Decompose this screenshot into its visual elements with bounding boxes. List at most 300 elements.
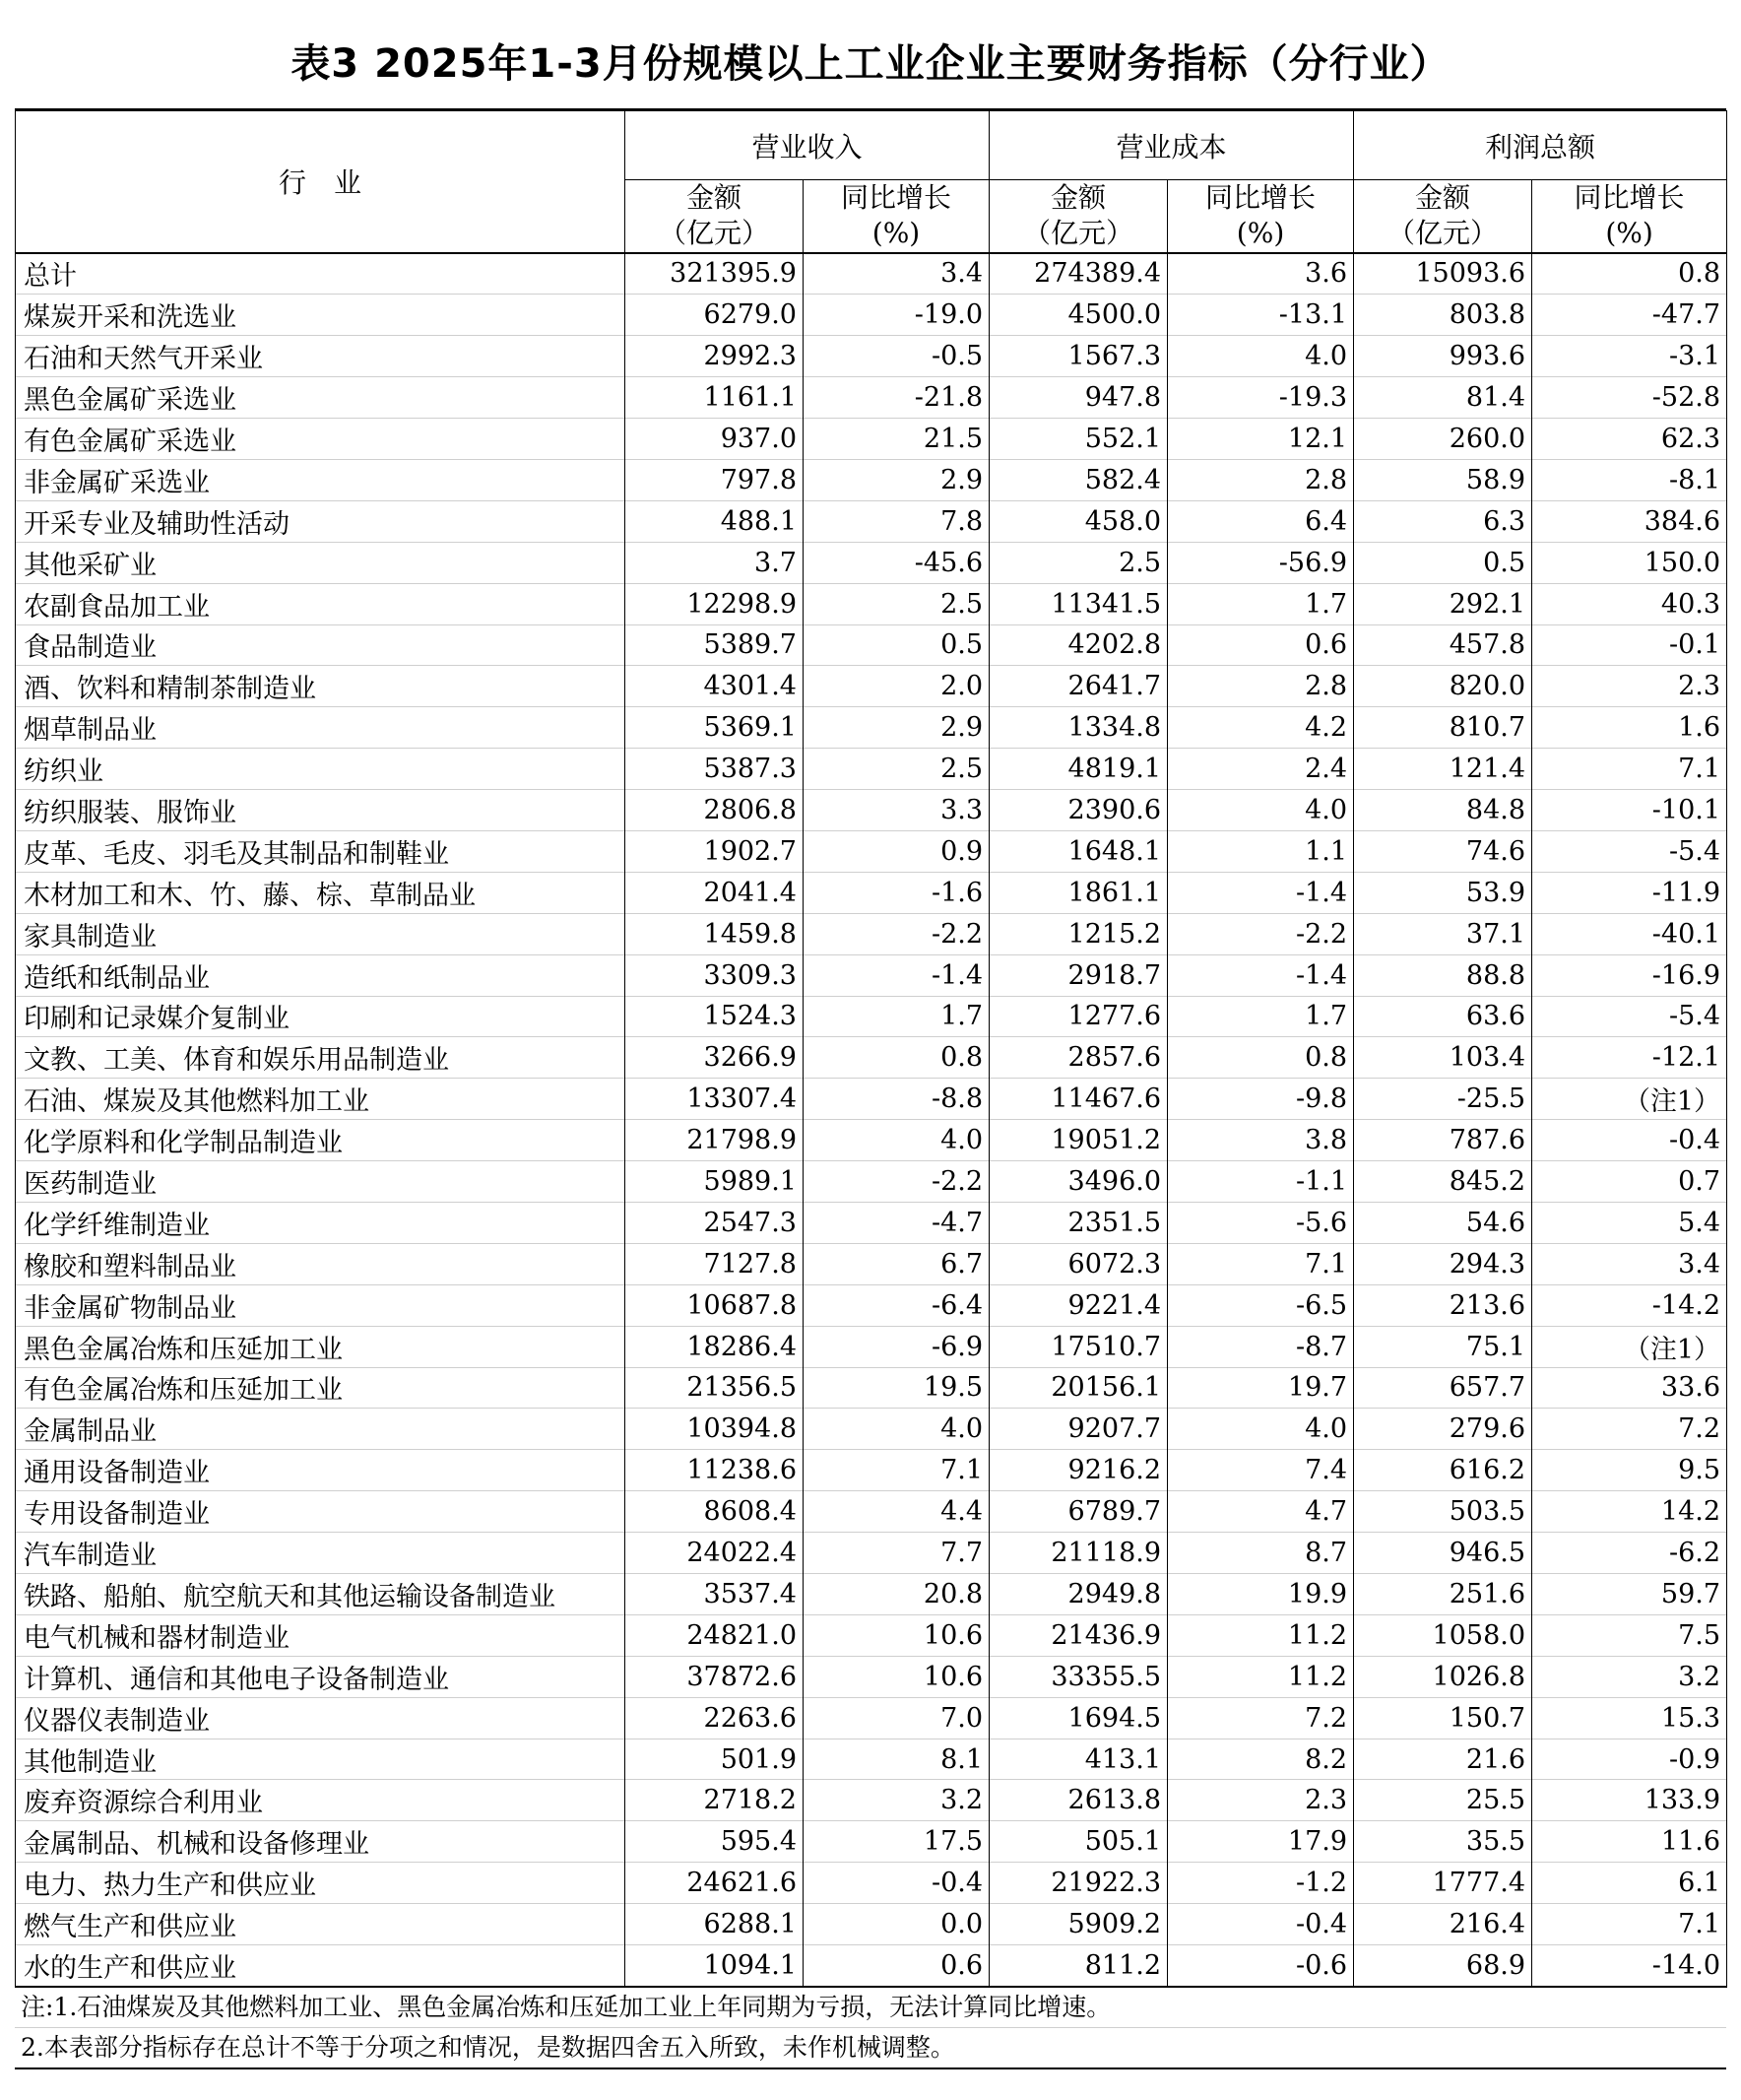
amount-cell: 15093.6 <box>1354 253 1532 295</box>
growth-cell: 8.7 <box>1168 1533 1354 1574</box>
growth-cell: 7.1 <box>1532 749 1727 790</box>
growth-cell: -9.8 <box>1168 1079 1354 1120</box>
industry-name: 造纸和纸制品业 <box>16 954 625 996</box>
table-row <box>16 1284 1727 1326</box>
growth-cell: 40.3 <box>1532 583 1727 624</box>
growth-cell: 0.8 <box>1532 253 1727 295</box>
table-row <box>16 1161 1727 1203</box>
amount-cell: 292.1 <box>1354 583 1532 624</box>
amount-cell: 2390.6 <box>990 790 1168 831</box>
amount-cell: 7127.8 <box>625 1243 804 1284</box>
amount-cell: 2718.2 <box>625 1780 804 1821</box>
amount-cell: 121.4 <box>1354 749 1532 790</box>
amount-cell: 1861.1 <box>990 872 1168 913</box>
amount-cell: 33355.5 <box>990 1656 1168 1697</box>
table-row <box>16 1079 1727 1120</box>
amount-cell: 58.9 <box>1354 459 1532 500</box>
table-row <box>16 1409 1727 1450</box>
amount-cell: 1094.1 <box>625 1945 804 1987</box>
table-row <box>16 872 1727 913</box>
growth-cell: 7.5 <box>1532 1614 1727 1656</box>
amount-cell: 413.1 <box>990 1739 1168 1780</box>
amount-cell: 24621.6 <box>625 1863 804 1904</box>
table-row <box>16 666 1727 707</box>
growth-cell: -0.9 <box>1532 1739 1727 1780</box>
industry-name: 橡胶和塑料制品业 <box>16 1243 625 1284</box>
amount-cell: 1161.1 <box>625 377 804 419</box>
growth-cell: 8.2 <box>1168 1739 1354 1780</box>
growth-cell: 3.8 <box>1168 1120 1354 1161</box>
growth-cell: 2.5 <box>804 583 990 624</box>
growth-header: 同比增长 (%) <box>1532 180 1727 253</box>
amount-cell: 9221.4 <box>990 1284 1168 1326</box>
amount-cell: 845.2 <box>1354 1161 1532 1203</box>
amount-cell: 20156.1 <box>990 1367 1168 1409</box>
growth-cell: 1.7 <box>1168 996 1354 1037</box>
amount-cell: 501.9 <box>625 1739 804 1780</box>
amount-cell: 5989.1 <box>625 1161 804 1203</box>
table-title: 表3 2025年1-3月份规模以上工业企业主要财务指标（分行业） <box>15 15 1726 110</box>
amount-cell: 657.7 <box>1354 1367 1532 1409</box>
growth-cell: 59.7 <box>1532 1574 1727 1615</box>
amount-cell: 2806.8 <box>625 790 804 831</box>
industry-name: 总计 <box>16 253 625 295</box>
industry-name: 水的生产和供应业 <box>16 1945 625 1987</box>
growth-cell: -1.4 <box>1168 872 1354 913</box>
amount-cell: 6789.7 <box>990 1491 1168 1533</box>
table-row <box>16 377 1727 419</box>
growth-cell: -1.1 <box>1168 1161 1354 1203</box>
growth-cell: 133.9 <box>1532 1780 1727 1821</box>
table-row <box>16 1904 1727 1945</box>
growth-cell: -1.4 <box>804 954 990 996</box>
amount-cell: 25.5 <box>1354 1780 1532 1821</box>
amount-cell: 9216.2 <box>990 1450 1168 1491</box>
amount-cell: 150.7 <box>1354 1697 1532 1739</box>
table-row <box>16 1491 1727 1533</box>
amount-cell: 4202.8 <box>990 624 1168 666</box>
industry-name: 医药制造业 <box>16 1161 625 1203</box>
growth-cell: 3.4 <box>1532 1243 1727 1284</box>
growth-cell: 0.6 <box>1168 624 1354 666</box>
industry-name: 木材加工和木、竹、藤、棕、草制品业 <box>16 872 625 913</box>
table-row <box>16 749 1727 790</box>
amount-cell: 811.2 <box>990 1945 1168 1987</box>
amount-cell: 1334.8 <box>990 707 1168 749</box>
amount-cell: 11238.6 <box>625 1450 804 1491</box>
table-row <box>16 336 1727 377</box>
amount-cell: 1902.7 <box>625 830 804 872</box>
growth-cell: 1.7 <box>804 996 990 1037</box>
growth-cell: -1.6 <box>804 872 990 913</box>
growth-cell: 11.2 <box>1168 1656 1354 1697</box>
amount-cell: 1026.8 <box>1354 1656 1532 1697</box>
growth-header: 同比增长 (%) <box>1168 180 1354 253</box>
amount-cell: 17510.7 <box>990 1326 1168 1367</box>
growth-cell: 5.4 <box>1532 1202 1727 1243</box>
amount-cell: 24022.4 <box>625 1533 804 1574</box>
table-row <box>16 830 1727 872</box>
industry-name: 铁路、船舶、航空航天和其他运输设备制造业 <box>16 1574 625 1615</box>
table-row <box>16 253 1727 295</box>
industry-name: 烟草制品业 <box>16 707 625 749</box>
amount-cell: 103.4 <box>1354 1037 1532 1079</box>
amount-cell: 820.0 <box>1354 666 1532 707</box>
growth-cell: 4.0 <box>1168 1409 1354 1450</box>
growth-cell: （注1） <box>1532 1079 1727 1120</box>
industry-name: 纺织服装、服饰业 <box>16 790 625 831</box>
table-row <box>16 1120 1727 1161</box>
amount-cell: 6072.3 <box>990 1243 1168 1284</box>
amount-cell: 21798.9 <box>625 1120 804 1161</box>
amount-cell: 810.7 <box>1354 707 1532 749</box>
growth-cell: -0.1 <box>1532 624 1727 666</box>
industry-name: 非金属矿物制品业 <box>16 1284 625 1326</box>
amount-cell: 0.5 <box>1354 542 1532 583</box>
growth-cell: 3.2 <box>1532 1656 1727 1697</box>
growth-cell: -10.1 <box>1532 790 1727 831</box>
growth-cell: 150.0 <box>1532 542 1727 583</box>
industry-name: 专用设备制造业 <box>16 1491 625 1533</box>
amount-cell: 53.9 <box>1354 872 1532 913</box>
growth-cell: 12.1 <box>1168 419 1354 460</box>
growth-cell: -8.1 <box>1532 459 1727 500</box>
table-row <box>16 1533 1727 1574</box>
growth-cell: -6.5 <box>1168 1284 1354 1326</box>
amount-cell: 21922.3 <box>990 1863 1168 1904</box>
amount-cell: 5389.7 <box>625 624 804 666</box>
table-row <box>16 1450 1727 1491</box>
table-row <box>16 1037 1727 1079</box>
industry-name: 仪器仪表制造业 <box>16 1697 625 1739</box>
growth-cell: 8.1 <box>804 1739 990 1780</box>
table-row <box>16 1697 1727 1739</box>
industry-name: 食品制造业 <box>16 624 625 666</box>
growth-cell: 3.3 <box>804 790 990 831</box>
industry-name: 酒、饮料和精制茶制造业 <box>16 666 625 707</box>
amount-cell: 260.0 <box>1354 419 1532 460</box>
amount-cell: 84.8 <box>1354 790 1532 831</box>
table-row <box>16 996 1727 1037</box>
amount-cell: 37.1 <box>1354 913 1532 954</box>
growth-cell: -8.7 <box>1168 1326 1354 1367</box>
industry-name: 化学原料和化学制品制造业 <box>16 1120 625 1161</box>
growth-cell: -6.9 <box>804 1326 990 1367</box>
amount-cell: 9207.7 <box>990 1409 1168 1450</box>
growth-cell: -6.2 <box>1532 1533 1727 1574</box>
growth-cell: 2.5 <box>804 749 990 790</box>
growth-cell: -0.5 <box>804 336 990 377</box>
amount-cell: 946.5 <box>1354 1533 1532 1574</box>
amount-cell: 595.4 <box>625 1821 804 1863</box>
growth-cell: 2.3 <box>1168 1780 1354 1821</box>
amount-cell: 993.6 <box>1354 336 1532 377</box>
growth-cell: -3.1 <box>1532 336 1727 377</box>
growth-cell: 11.2 <box>1168 1614 1354 1656</box>
amount-cell: 251.6 <box>1354 1574 1532 1615</box>
table-row <box>16 500 1727 542</box>
amount-cell: 4500.0 <box>990 295 1168 336</box>
growth-cell: -0.6 <box>1168 1945 1354 1987</box>
growth-cell: 7.0 <box>804 1697 990 1739</box>
amount-cell: 21436.9 <box>990 1614 1168 1656</box>
growth-cell: -14.0 <box>1532 1945 1727 1987</box>
growth-cell: 7.1 <box>804 1450 990 1491</box>
table-row <box>16 624 1727 666</box>
amount-cell: 54.6 <box>1354 1202 1532 1243</box>
amount-cell: 1459.8 <box>625 913 804 954</box>
amount-cell: 2.5 <box>990 542 1168 583</box>
growth-cell: 6.7 <box>804 1243 990 1284</box>
table-row <box>16 954 1727 996</box>
industry-name: 黑色金属矿采选业 <box>16 377 625 419</box>
amount-cell: 1694.5 <box>990 1697 1168 1739</box>
growth-cell: 9.5 <box>1532 1450 1727 1491</box>
amount-cell: 213.6 <box>1354 1284 1532 1326</box>
cost-header: 营业成本 <box>990 111 1354 180</box>
industry-name: 计算机、通信和其他电子设备制造业 <box>16 1656 625 1697</box>
industry-name: 有色金属冶炼和压延加工业 <box>16 1367 625 1409</box>
growth-cell: 19.7 <box>1168 1367 1354 1409</box>
amount-cell: 81.4 <box>1354 377 1532 419</box>
industry-name: 有色金属矿采选业 <box>16 419 625 460</box>
growth-cell: 7.2 <box>1532 1409 1727 1450</box>
table-body <box>16 253 1727 1987</box>
amount-cell: 2992.3 <box>625 336 804 377</box>
growth-cell: -52.8 <box>1532 377 1727 419</box>
amount-cell: 279.6 <box>1354 1409 1532 1450</box>
amount-cell: 3.7 <box>625 542 804 583</box>
amount-cell: 3537.4 <box>625 1574 804 1615</box>
footnote-2: 2.本表部分指标存在总计不等于分项之和情况，是数据四舍五入所致，未作机械调整。 <box>15 2028 1726 2069</box>
growth-cell: 7.1 <box>1168 1243 1354 1284</box>
revenue-header: 营业收入 <box>625 111 990 180</box>
industry-name: 燃气生产和供应业 <box>16 1904 625 1945</box>
industry-name: 非金属矿采选业 <box>16 459 625 500</box>
industry-name: 皮革、毛皮、羽毛及其制品和制鞋业 <box>16 830 625 872</box>
growth-cell: 7.2 <box>1168 1697 1354 1739</box>
amount-cell: 321395.9 <box>625 253 804 295</box>
amount-cell: 3266.9 <box>625 1037 804 1079</box>
amount-cell: 1524.3 <box>625 996 804 1037</box>
growth-cell: 4.4 <box>804 1491 990 1533</box>
growth-cell: 0.9 <box>804 830 990 872</box>
growth-cell: 4.7 <box>1168 1491 1354 1533</box>
amount-cell: 37872.6 <box>625 1656 804 1697</box>
amount-cell: 1777.4 <box>1354 1863 1532 1904</box>
table-row <box>16 1367 1727 1409</box>
amount-cell: 10394.8 <box>625 1409 804 1450</box>
industry-name: 电力、热力生产和供应业 <box>16 1863 625 1904</box>
table-row <box>16 707 1727 749</box>
growth-cell: 7.1 <box>1532 1904 1727 1945</box>
footnote-1: 注:1.石油煤炭及其他燃料加工业、黑色金属冶炼和压延加工业上年同期为亏损，无法计算同比增速。 <box>15 1988 1726 2028</box>
growth-cell: 17.9 <box>1168 1821 1354 1863</box>
growth-cell: 2.3 <box>1532 666 1727 707</box>
table-row <box>16 1656 1727 1697</box>
growth-cell: 384.6 <box>1532 500 1727 542</box>
growth-cell: 3.2 <box>804 1780 990 1821</box>
financial-table <box>15 110 1727 1988</box>
growth-cell: 2.0 <box>804 666 990 707</box>
amount-cell: 2918.7 <box>990 954 1168 996</box>
amount-cell: 21118.9 <box>990 1533 1168 1574</box>
table-row <box>16 542 1727 583</box>
amount-cell: 2949.8 <box>990 1574 1168 1615</box>
industry-name: 石油和天然气开采业 <box>16 336 625 377</box>
amount-cell: 88.8 <box>1354 954 1532 996</box>
growth-cell: 1.1 <box>1168 830 1354 872</box>
growth-cell: 33.6 <box>1532 1367 1727 1409</box>
growth-cell: 0.5 <box>804 624 990 666</box>
growth-cell: 2.8 <box>1168 666 1354 707</box>
industry-name: 电气机械和器材制造业 <box>16 1614 625 1656</box>
growth-cell: -0.4 <box>804 1863 990 1904</box>
report-page <box>15 15 1726 2069</box>
amount-cell: 2641.7 <box>990 666 1168 707</box>
growth-cell: -2.2 <box>804 913 990 954</box>
amount-cell: 5369.1 <box>625 707 804 749</box>
amount-cell: 5387.3 <box>625 749 804 790</box>
growth-cell: 10.6 <box>804 1614 990 1656</box>
amount-cell: 6279.0 <box>625 295 804 336</box>
amount-cell: 21356.5 <box>625 1367 804 1409</box>
table-row <box>16 1614 1727 1656</box>
amount-cell: 2351.5 <box>990 1202 1168 1243</box>
amount-cell: 13307.4 <box>625 1079 804 1120</box>
amount-cell: 11341.5 <box>990 583 1168 624</box>
table-row <box>16 1326 1727 1367</box>
industry-name: 其他制造业 <box>16 1739 625 1780</box>
table-row <box>16 1574 1727 1615</box>
amount-cell: 457.8 <box>1354 624 1532 666</box>
growth-cell: -8.8 <box>804 1079 990 1120</box>
industry-name: 农副食品加工业 <box>16 583 625 624</box>
amount-cell: 216.4 <box>1354 1904 1532 1945</box>
growth-cell: 4.0 <box>1168 790 1354 831</box>
table-row <box>16 1863 1727 1904</box>
growth-cell: 2.8 <box>1168 459 1354 500</box>
industry-name: 其他采矿业 <box>16 542 625 583</box>
amount-cell: 458.0 <box>990 500 1168 542</box>
growth-cell: -5.6 <box>1168 1202 1354 1243</box>
growth-cell: （注1） <box>1532 1326 1727 1367</box>
amount-cell: 6.3 <box>1354 500 1532 542</box>
growth-cell: 4.2 <box>1168 707 1354 749</box>
growth-cell: -0.4 <box>1168 1904 1354 1945</box>
growth-cell: 4.0 <box>1168 336 1354 377</box>
amount-cell: -25.5 <box>1354 1079 1532 1120</box>
growth-cell: 11.6 <box>1532 1821 1727 1863</box>
industry-name: 通用设备制造业 <box>16 1450 625 1491</box>
table-row <box>16 295 1727 336</box>
amount-cell: 75.1 <box>1354 1326 1532 1367</box>
growth-cell: -2.2 <box>804 1161 990 1203</box>
growth-cell: 15.3 <box>1532 1697 1727 1739</box>
amount-cell: 63.6 <box>1354 996 1532 1037</box>
industry-name: 煤炭开采和洗选业 <box>16 295 625 336</box>
amount-cell: 1215.2 <box>990 913 1168 954</box>
industry-name: 纺织业 <box>16 749 625 790</box>
amount-cell: 503.5 <box>1354 1491 1532 1533</box>
amount-cell: 74.6 <box>1354 830 1532 872</box>
amount-cell: 1277.6 <box>990 996 1168 1037</box>
industry-name: 文教、工美、体育和娱乐用品制造业 <box>16 1037 625 1079</box>
growth-cell: 2.9 <box>804 707 990 749</box>
growth-header: 同比增长 (%) <box>804 180 990 253</box>
industry-header: 行 业 <box>16 111 625 253</box>
growth-cell: -4.7 <box>804 1202 990 1243</box>
industry-name: 废弃资源综合利用业 <box>16 1780 625 1821</box>
amount-cell: 11467.6 <box>990 1079 1168 1120</box>
growth-cell: -13.1 <box>1168 295 1354 336</box>
growth-cell: -16.9 <box>1532 954 1727 996</box>
growth-cell: 4.0 <box>804 1409 990 1450</box>
amount-cell: 10687.8 <box>625 1284 804 1326</box>
amount-cell: 6288.1 <box>625 1904 804 1945</box>
growth-cell: 17.5 <box>804 1821 990 1863</box>
amount-cell: 274389.4 <box>990 253 1168 295</box>
growth-cell: 7.8 <box>804 500 990 542</box>
growth-cell: 1.7 <box>1168 583 1354 624</box>
growth-cell: 10.6 <box>804 1656 990 1697</box>
table-row <box>16 419 1727 460</box>
table-row <box>16 583 1727 624</box>
amount-cell: 2263.6 <box>625 1697 804 1739</box>
growth-cell: -56.9 <box>1168 542 1354 583</box>
amount-cell: 2547.3 <box>625 1202 804 1243</box>
table-row <box>16 1780 1727 1821</box>
table-row <box>16 1821 1727 1863</box>
table-row <box>16 1739 1727 1780</box>
amount-cell: 24821.0 <box>625 1614 804 1656</box>
growth-cell: -2.2 <box>1168 913 1354 954</box>
amount-cell: 1567.3 <box>990 336 1168 377</box>
table-row <box>16 1243 1727 1284</box>
growth-cell: -45.6 <box>804 542 990 583</box>
amount-cell: 8608.4 <box>625 1491 804 1533</box>
growth-cell: -11.9 <box>1532 872 1727 913</box>
growth-cell: 19.5 <box>804 1367 990 1409</box>
amount-cell: 488.1 <box>625 500 804 542</box>
industry-name: 汽车制造业 <box>16 1533 625 1574</box>
growth-cell: -40.1 <box>1532 913 1727 954</box>
amount-cell: 582.4 <box>990 459 1168 500</box>
amount-cell: 21.6 <box>1354 1739 1532 1780</box>
table-row <box>16 459 1727 500</box>
amount-cell: 2857.6 <box>990 1037 1168 1079</box>
amount-cell: 68.9 <box>1354 1945 1532 1987</box>
amount-cell: 4819.1 <box>990 749 1168 790</box>
growth-cell: 3.4 <box>804 253 990 295</box>
growth-cell: -12.1 <box>1532 1037 1727 1079</box>
growth-cell: -1.2 <box>1168 1863 1354 1904</box>
growth-cell: 0.8 <box>1168 1037 1354 1079</box>
industry-name: 家具制造业 <box>16 913 625 954</box>
growth-cell: -5.4 <box>1532 996 1727 1037</box>
growth-cell: -6.4 <box>804 1284 990 1326</box>
growth-cell: 62.3 <box>1532 419 1727 460</box>
growth-cell: -0.4 <box>1532 1120 1727 1161</box>
amount-cell: 616.2 <box>1354 1450 1532 1491</box>
amount-cell: 803.8 <box>1354 295 1532 336</box>
industry-name: 金属制品业 <box>16 1409 625 1450</box>
amount-cell: 4301.4 <box>625 666 804 707</box>
growth-cell: 7.7 <box>804 1533 990 1574</box>
amount-cell: 1648.1 <box>990 830 1168 872</box>
amount-header: 金额 （亿元） <box>1354 180 1532 253</box>
amount-header: 金额 （亿元） <box>625 180 804 253</box>
